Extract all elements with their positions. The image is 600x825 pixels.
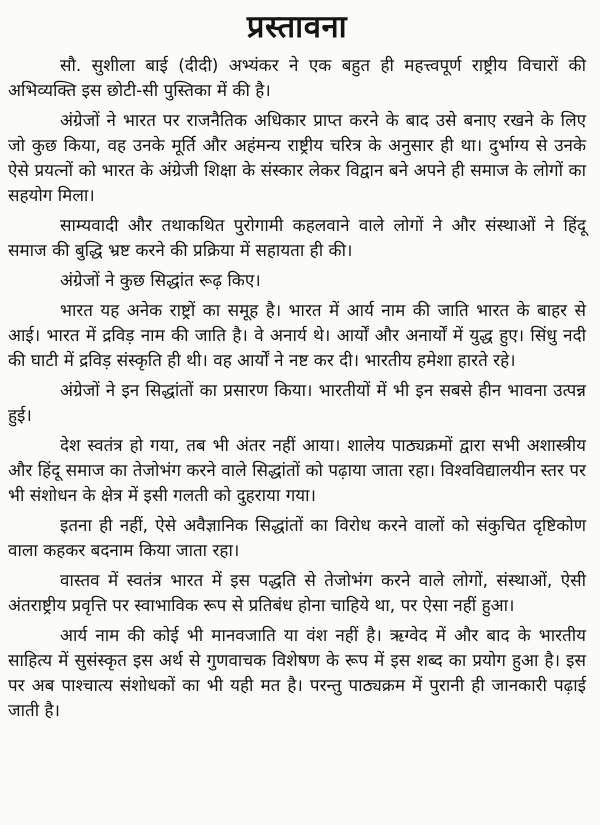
paragraph-1: सौ. सुशीला बाई (दीदी) अभ्यंकर ने एक बहुत ही महत्त्वपूर्ण राष्ट्रीय विचारों की अभिव्यक्ति इस छोटी-सी पुस्तिका में की है। <box>8 56 586 102</box>
page-title: प्रस्तावना <box>246 9 348 45</box>
paragraph-5: भारत यह अनेक राष्ट्रों का समूह है। भारत में आर्य नाम की जाति भारत के बाहर से आई। भारत में द्रविड़ नाम की जाति है। वे अनार्य थे। आर्यों और अनार्यों में युद्ध हुए। सिंधु नदी की घाटी में द्रविड़ संस्कृति ही थी। वह आर्यों ने नष्ट कर दी। भारतीय हमेशा हारते रहे। <box>8 301 586 372</box>
paragraph-6: अंग्रेजों ने इन सिद्धांतों का प्रसारण किया। भारतीयों में भी इन सबसे हीन भावना उत्पन्न हुई। <box>8 381 586 427</box>
paragraph-4: अंग्रेजों ने कुछ सिद्धांत रूढ़ किए। <box>60 271 261 292</box>
body-content <box>8 54 586 724</box>
paragraph-7: देश स्वतंत्र हो गया, तब भी अंतर नहीं आया। शालेय पाठ्यक्रमों द्वारा सभी अशास्त्रीय और हिंदू समाज का तेजोभंग करने वाले सिद्धांतों को पढ़ाया जाता रहा। विश्वविद्यालयीन स्तर पर भी संशोधन के क्षेत्र में इसी गलती को दुहराया गया। <box>8 436 586 507</box>
paragraph-8: इतना ही नहीं, ऐसे अवैज्ञानिक सिद्धांतों का विरोध करने वालों को संकुचित दृष्टिकोण वाला कहकर बदनाम किया जाता रहा। <box>8 516 586 562</box>
paragraph-3: साम्यवादी और तथाकथित पुरोगामी कहलवाने वाले लोगों ने और संस्थाओं ने हिंदू समाज की बुद्धि भ्रष्ट करने की प्रक्रिया में सहायता ही की। <box>8 216 586 262</box>
paragraph-9: वास्तव में स्वतंत्र भारत में इस पद्धति से तेजोभंग करने वाले लोगों, संस्थाओं, ऐसी अंतराष्ट्रीय प्रवृत्ति पर स्वाभाविक रूप से प्रतिबंध होना चाहिये था, पर ऐसा नहीं हुआ। <box>8 571 586 617</box>
paragraph-2: अंग्रेजों ने भारत पर राजनैतिक अधिकार प्राप्त करने के बाद उसे बनाए रखने के लिए जो कुछ किया, वह उनके मूर्ति और अहंमन्य राष्ट्रीय चरित्र के अनुसार ही था। दुर्भाग्य से उनके ऐसे प्रयत्नों को भारत के अंग्रेजी शिक्षा के संस्कार लेकर विद्वान बने अपने ही समाज के लोगों का सहयोग मिला। <box>8 111 586 207</box>
paragraph-10: आर्य नाम की कोई भी मानवजाति या वंश नहीं है। ऋग्वेद में और बाद के भारतीय साहित्य में सुसंस्कृत इस अर्थ से गुणवाचक विशेषण के रूप में इस शब्द का प्रयोग हुआ है। इस पर अब पाश्चात्य संशोधकों का भी यही मत है। परन्तु पाठ्यक्रम में पुरानी ही जानकारी पढ़ाई जाती है। <box>8 626 586 722</box>
